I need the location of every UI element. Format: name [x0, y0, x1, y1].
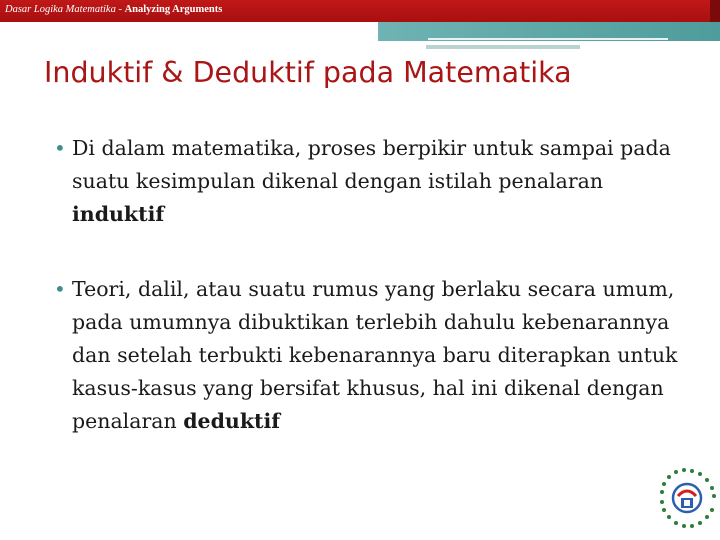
bullet-list: [54, 132, 694, 438]
header-text: [5, 4, 222, 15]
header-corner: [710, 0, 720, 22]
header-course: Dasar Logika Matematika: [5, 4, 116, 15]
bullet-text: Di dalam matematika, proses berpikir untuk sampai pada suatu kesimpulan dikenal dengan istilah penalaran: [72, 136, 671, 193]
university-seal-icon: [650, 462, 720, 540]
bullet-keyword: deduktif: [183, 409, 281, 433]
decor-line-top: [428, 38, 668, 40]
bullet-keyword: induktif: [72, 202, 165, 226]
header-separator: -: [115, 4, 125, 15]
bullet-item: [54, 132, 694, 231]
bullet-dot-icon: •: [54, 136, 66, 160]
header-bar: [0, 0, 720, 22]
decor-line-bottom: [426, 45, 580, 49]
bullet-item: [54, 273, 694, 438]
slide-title: Induktif & Deduktif pada Matematika: [44, 56, 572, 89]
bullet-dot-icon: •: [54, 277, 66, 301]
bullet-text: Teori, dalil, atau suatu rumus yang berlaku secara umum, pada umumnya dibuktikan terlebih dahulu kebenarannya dan setelah terbukti kebenarannya baru diterapkan untuk kasus-kasus yang bersifat khusus, hal ini dikenal dengan penalaran: [72, 277, 678, 433]
header-subtitle: Analyzing Arguments: [124, 4, 223, 15]
